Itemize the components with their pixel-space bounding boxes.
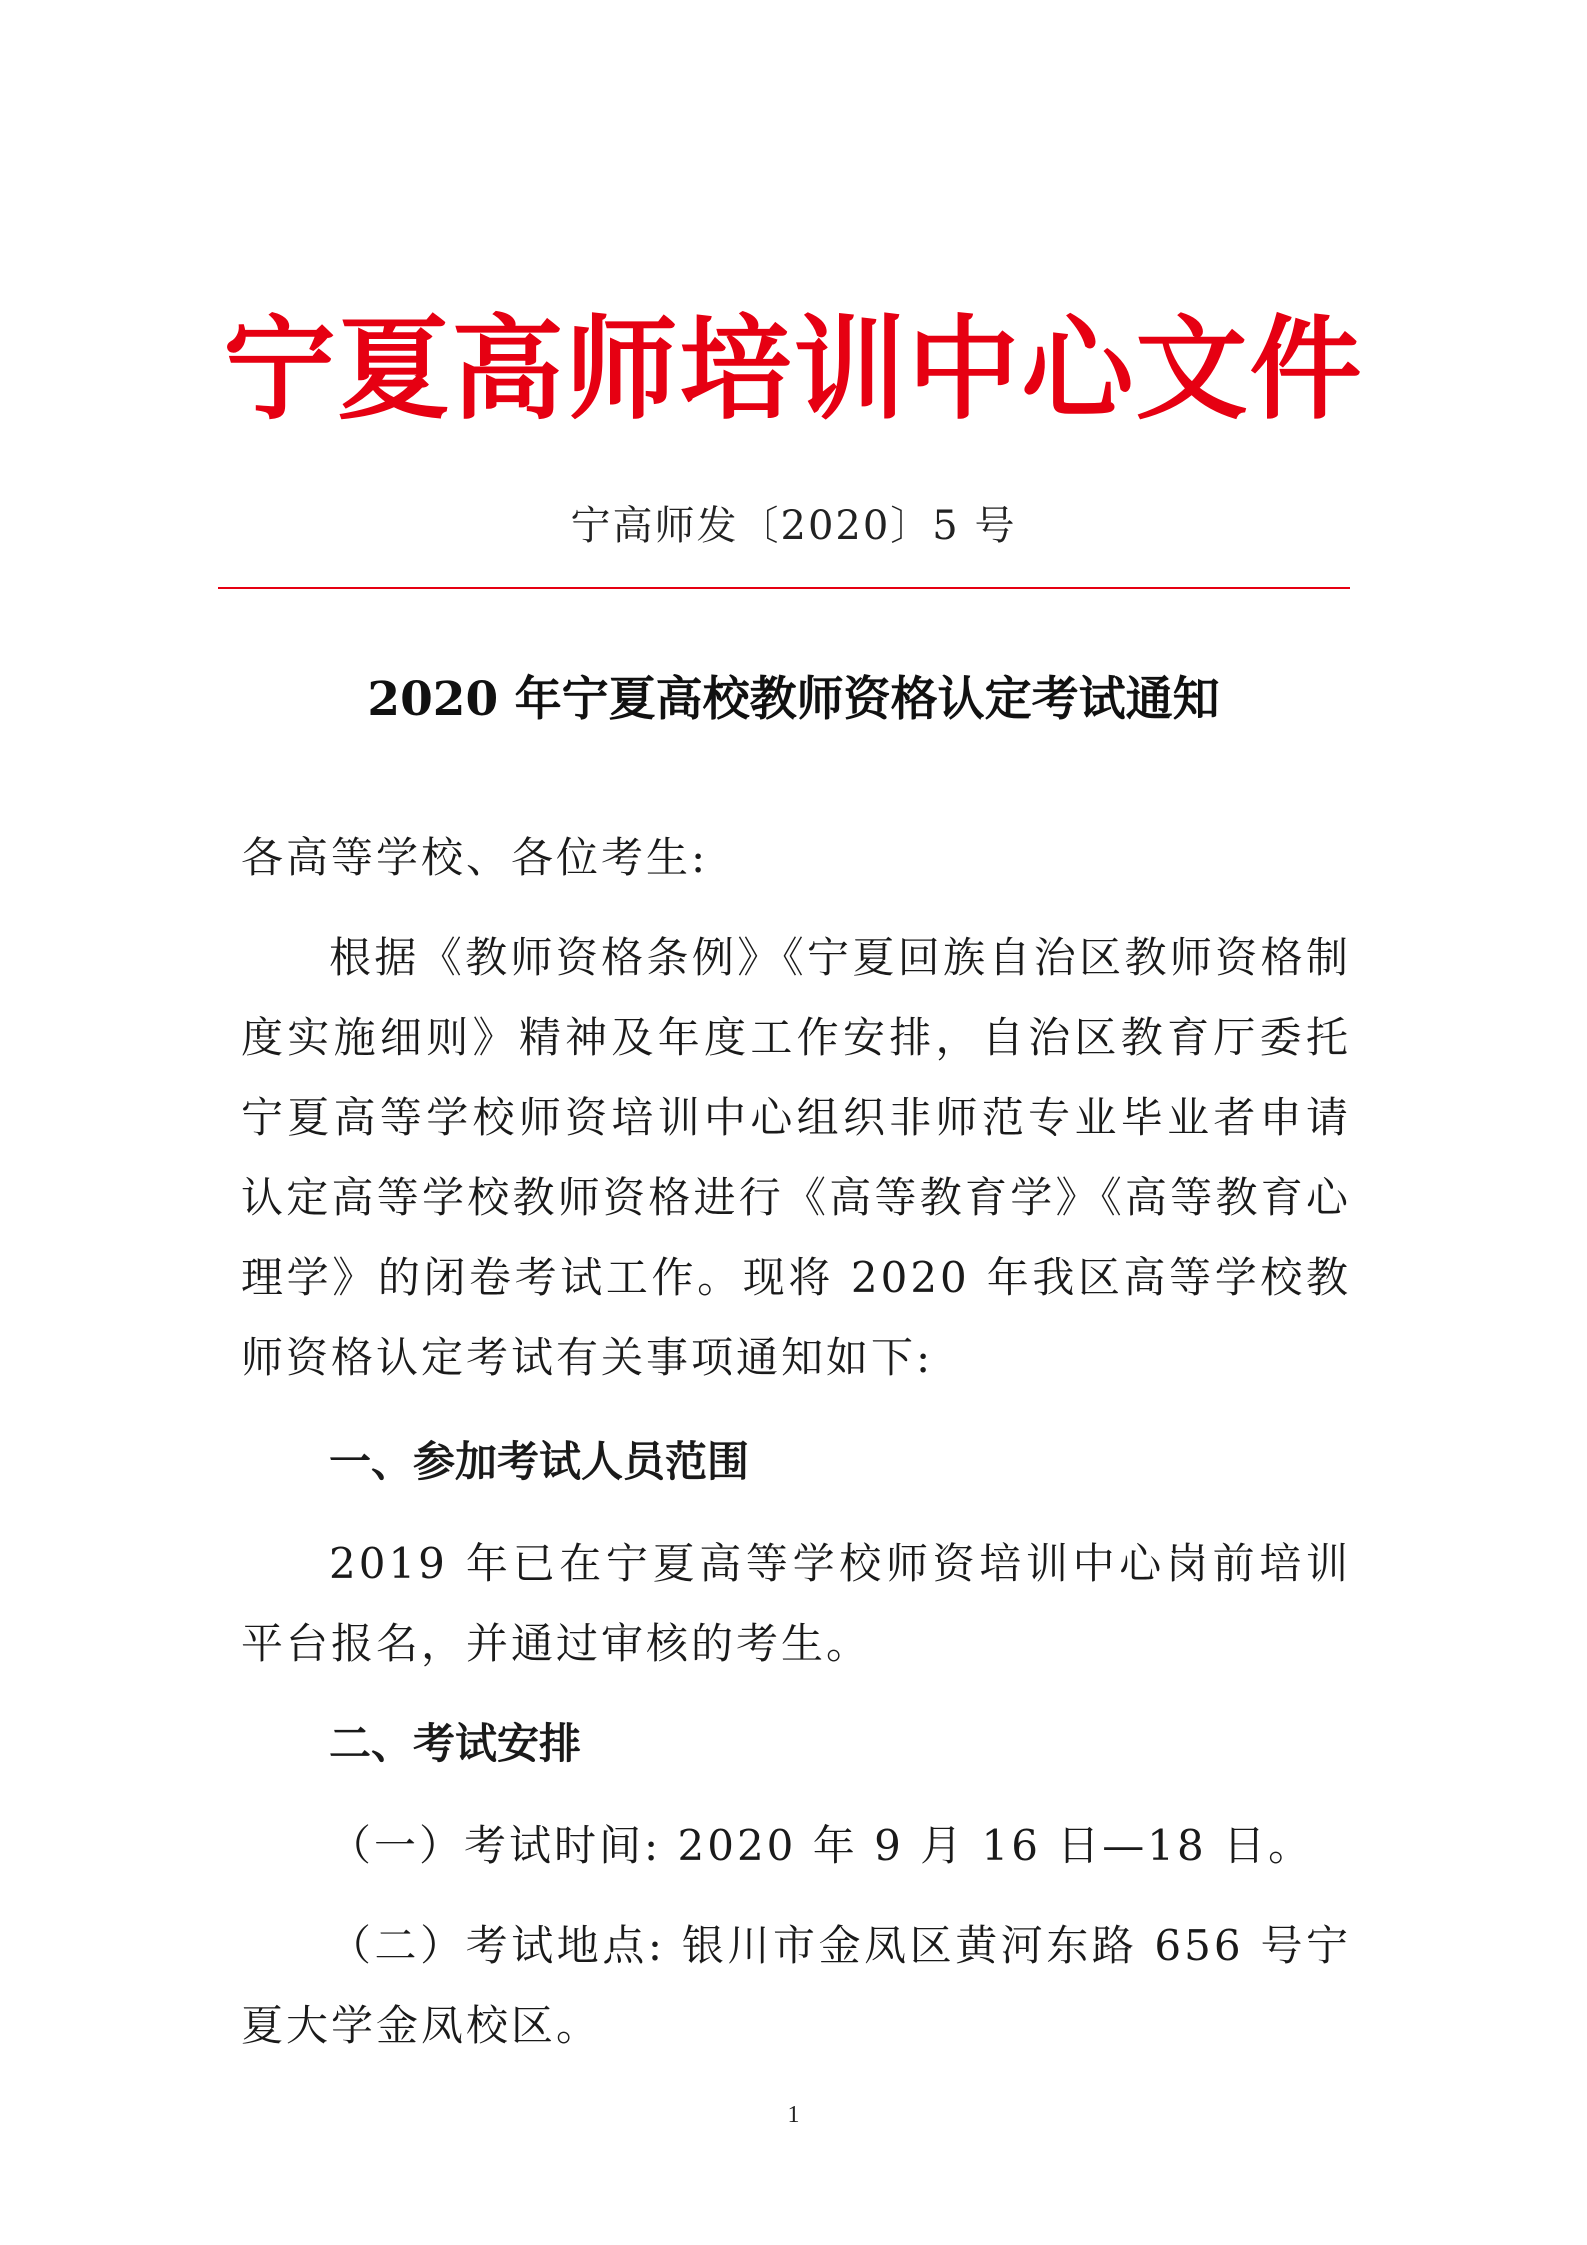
exam-time-item: （一）考试时间: 2020 年 9 月 16 日—18 日。 [329,1821,1314,1870]
section-heading-exam-arrangement: 二、考试安排 [329,1719,582,1768]
document-number: 宁高师发〔2020〕5 号 [570,503,1017,549]
salutation: 各高等学校、各位考生: [241,833,709,882]
section-heading-participants: 一、参加考试人员范围 [329,1437,750,1486]
header-divider-line [218,587,1350,589]
page-number: 1 [787,2102,800,2128]
exam-location-item: （二）考试地点: 银川市金凤区黄河东路 656 号宁夏大学金凤校区。 [241,1921,1351,2050]
issuer-header-title: 宁夏高师培训中心文件 [223,304,1364,435]
participants-paragraph: 2019 年已在宁夏高等学校师资培训中心岗前培训平台报名，并通过审核的考生。 [241,1539,1351,1668]
intro-paragraph: 根据《教师资格条例》《宁夏回族自治区教师资格制度实施细则》精神及年度工作安排，自治区教育厅委托宁夏高等学校师资培训中心组织非师范专业毕业者申请认定高等学校教师资格进行《高等教育学》《高等教育心理学》的闭卷考试工作。现将 2020 年我区高等学校教师资格认定考试有关事项通知如下: [241,933,1351,1382]
notice-title: 2020 年宁夏高校教师资格认定考试通知 [367,672,1220,727]
